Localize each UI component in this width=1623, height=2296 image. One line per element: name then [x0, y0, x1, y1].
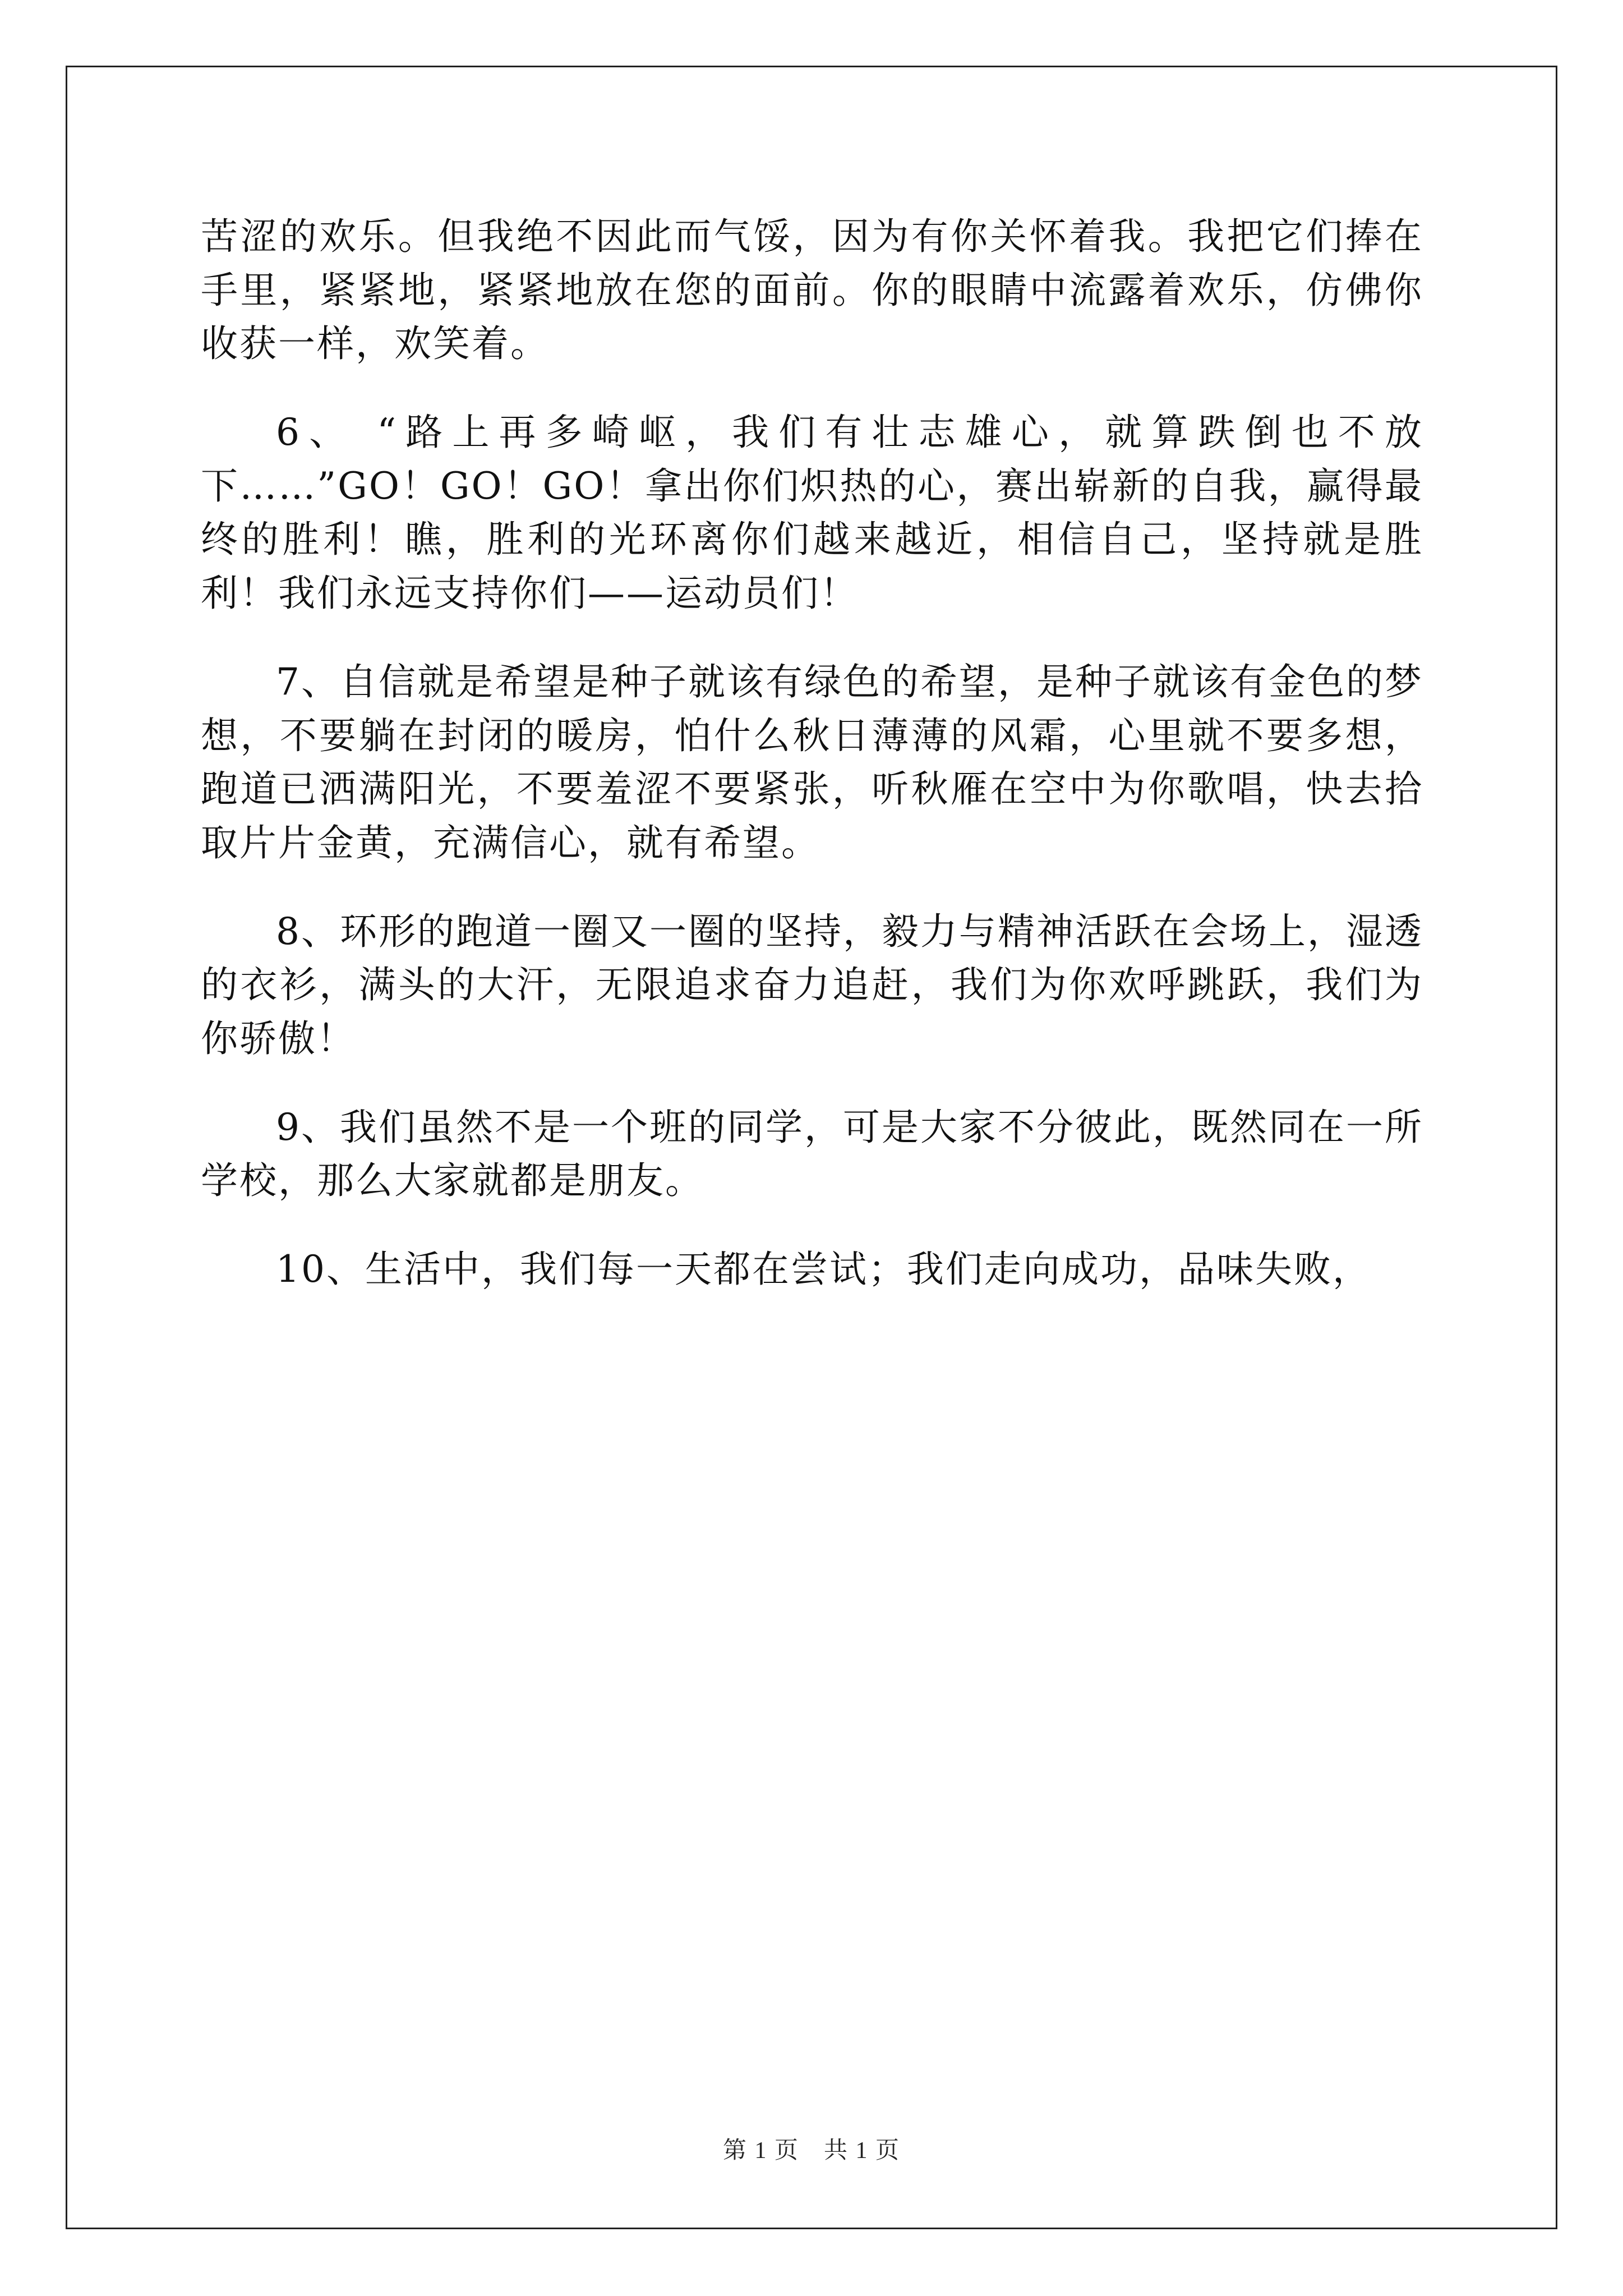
paragraph-10: 10、生活中，我们每一天都在尝试；我们走向成功，品味失败，: [276, 1248, 1371, 1291]
paragraph-8: 8、环形的跑道一圈又一圈的坚持，毅力与精神活跃在会场上，湿透的衣衫，满头的大汗，无限追求奋力追赶，我们为你欢呼跳跃，我们为你骄傲！: [201, 909, 1423, 1060]
paragraph-9: 9、我们虽然不是一个班的同学，可是大家不分彼此，既然同在一所学校，那么大家就都是朋友。: [201, 1105, 1423, 1203]
paragraph-continuation: 苦涩的欢乐。但我绝不因此而气馁，因为有你关怀着我。我把它们捧在手里，紧紧地，紧紧地放在您的面前。你的眼睛中流露着欢乐，仿佛你收获一样，欢笑着。: [201, 215, 1423, 366]
paragraph-7: 7、自信就是希望是种子就该有绿色的希望，是种子就该有金色的梦想，不要躺在封闭的暖房，怕什么秋日薄薄的风霜，心里就不要多想，跑道已洒满阳光，不要羞涩不要紧张，听秋雁在空中为你歌唱，快去拾取片片金黄，充满信心，就有希望。: [201, 660, 1423, 864]
page-number-footer: 第 1 页 共 1 页: [722, 2138, 900, 2164]
document-body: [201, 210, 1423, 1296]
paragraph-6: 6、 “路上再多崎岖，我们有壮志雄心，就算跌倒也不放下……”GO！GO！GO！拿出你们炽热的心，赛出崭新的自我，赢得最终的胜利！瞧，胜利的光环离你们越来越近，相信自己，坚持就是胜利！我们永远支持你们——运动员们！: [201, 411, 1423, 615]
